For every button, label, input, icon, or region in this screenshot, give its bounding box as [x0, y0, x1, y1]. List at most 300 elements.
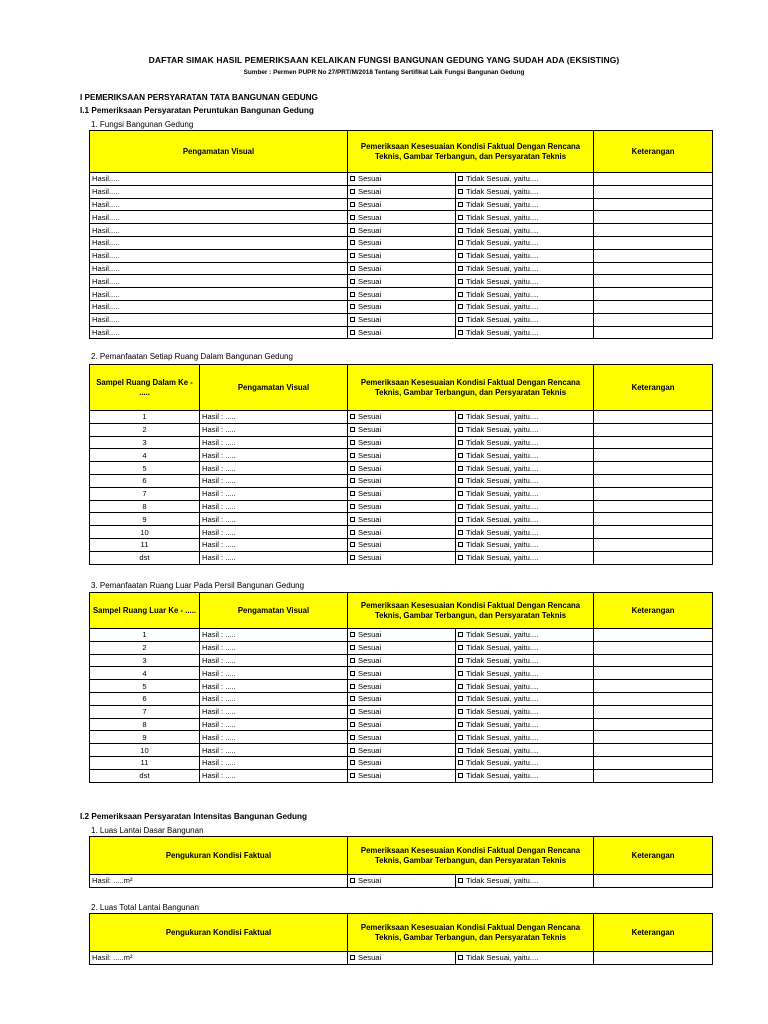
table-row: [90, 275, 713, 288]
table-header-row: [90, 914, 713, 952]
tidak-sesuai-option[interactable]: Tidak Sesuai, yaitu....: [456, 875, 594, 888]
table-header-row: [90, 131, 713, 173]
tidak-sesuai-option[interactable]: Tidak Sesuai, yaitu....: [456, 423, 594, 436]
table-row: [90, 731, 713, 744]
checkbox-icon[interactable]: [458, 453, 463, 458]
checkbox-icon[interactable]: [458, 292, 463, 297]
table1-heading: 1. Fungsi Bangunan Gedung: [91, 120, 194, 129]
keterangan-cell[interactable]: [594, 875, 713, 888]
table-row: [90, 718, 713, 731]
checkbox-icon[interactable]: [350, 645, 355, 650]
sample-number-cell: dst: [90, 551, 200, 564]
keterangan-cell[interactable]: [594, 198, 713, 211]
sesuai-option[interactable]: Sesuai: [348, 875, 456, 888]
header-pemeriksaan: Pemeriksaan Kesesuaian Kondisi Faktual Dengan Rencana Teknis, Gambar Terbangun, dan Persyaratan Teknis: [348, 914, 594, 952]
tidak-sesuai-option[interactable]: Tidak Sesuai, yaitu....: [456, 744, 594, 757]
checkbox-icon[interactable]: [350, 491, 355, 496]
hasil-cell: Hasil : .....: [200, 654, 348, 667]
checkbox-icon[interactable]: [350, 427, 355, 432]
sesuai-option[interactable]: Sesuai: [348, 224, 456, 237]
table-row: [90, 288, 713, 301]
tidak-sesuai-option[interactable]: Tidak Sesuai, yaitu....: [456, 173, 594, 186]
hasil-cell: Hasil.....: [90, 262, 348, 275]
checkbox-icon[interactable]: [458, 542, 463, 547]
hasil-cell: Hasil : .....: [200, 629, 348, 642]
sesuai-option[interactable]: Sesuai: [348, 474, 456, 487]
sesuai-option[interactable]: Sesuai: [348, 173, 456, 186]
keterangan-cell[interactable]: [594, 288, 713, 301]
keterangan-cell[interactable]: [594, 538, 713, 551]
hasil-cell: Hasil : .....: [200, 513, 348, 526]
checkbox-icon[interactable]: [458, 176, 463, 181]
table-row: [90, 211, 713, 224]
sesuai-option[interactable]: Sesuai: [348, 198, 456, 211]
hasil-cell: Hasil : .....: [200, 769, 348, 782]
checkbox-icon[interactable]: [458, 517, 463, 522]
keterangan-cell[interactable]: [594, 275, 713, 288]
checkbox-icon[interactable]: [350, 878, 355, 883]
table-row: [90, 487, 713, 500]
checkbox-icon[interactable]: [350, 414, 355, 419]
hasil-cell: Hasil : .....: [200, 487, 348, 500]
sesuai-option[interactable]: Sesuai: [348, 275, 456, 288]
checkbox-icon[interactable]: [350, 228, 355, 233]
keterangan-cell[interactable]: [594, 952, 713, 965]
table-row: [90, 249, 713, 262]
checkbox-icon[interactable]: [458, 658, 463, 663]
tidak-sesuai-option[interactable]: Tidak Sesuai, yaitu....: [456, 185, 594, 198]
header-pengukuran: Pengukuran Kondisi Faktual: [90, 837, 348, 875]
tidak-sesuai-option[interactable]: Tidak Sesuai, yaitu....: [456, 952, 594, 965]
table-row: [90, 411, 713, 424]
checkbox-icon[interactable]: [350, 517, 355, 522]
table-row: [90, 300, 713, 313]
tidak-sesuai-option[interactable]: Tidak Sesuai, yaitu....: [456, 680, 594, 693]
hasil-cell: Hasil.....: [90, 300, 348, 313]
tidak-sesuai-option[interactable]: Tidak Sesuai, yaitu....: [456, 692, 594, 705]
sesuai-option[interactable]: Sesuai: [348, 731, 456, 744]
keterangan-cell[interactable]: [594, 249, 713, 262]
keterangan-cell[interactable]: [594, 224, 713, 237]
table-row: [90, 185, 713, 198]
tidak-sesuai-option[interactable]: Tidak Sesuai, yaitu....: [456, 667, 594, 680]
checkbox-icon[interactable]: [458, 440, 463, 445]
header-pemeriksaan: Pemeriksaan Kesesuaian Kondisi Faktual Dengan Rencana Teknis, Gambar Terbangun, dan Persyaratan Teknis: [348, 365, 594, 411]
sample-number-cell: 3: [90, 436, 200, 449]
checkbox-icon[interactable]: [350, 684, 355, 689]
tidak-sesuai-option[interactable]: Tidak Sesuai, yaitu....: [456, 731, 594, 744]
keterangan-cell[interactable]: [594, 411, 713, 424]
keterangan-cell[interactable]: [594, 449, 713, 462]
hasil-cell: Hasil : .....: [200, 436, 348, 449]
table-row: [90, 462, 713, 475]
sesuai-option[interactable]: Sesuai: [348, 526, 456, 539]
sesuai-option[interactable]: Sesuai: [348, 551, 456, 564]
table-row: [90, 769, 713, 782]
keterangan-cell[interactable]: [594, 692, 713, 705]
tidak-sesuai-option[interactable]: Tidak Sesuai, yaitu....: [456, 249, 594, 262]
hasil-cell: Hasil: .....m²: [90, 952, 348, 965]
checkbox-icon[interactable]: [458, 632, 463, 637]
checkbox-icon[interactable]: [458, 202, 463, 207]
header-keterangan: Keterangan: [594, 131, 713, 173]
checkbox-icon[interactable]: [458, 253, 463, 258]
sample-number-cell: 5: [90, 680, 200, 693]
sesuai-option[interactable]: Sesuai: [348, 423, 456, 436]
tidak-sesuai-option[interactable]: Tidak Sesuai, yaitu....: [456, 718, 594, 731]
keterangan-cell[interactable]: [594, 629, 713, 642]
hasil-cell: Hasil : .....: [200, 500, 348, 513]
sesuai-option[interactable]: Sesuai: [348, 654, 456, 667]
sample-number-cell: 3: [90, 654, 200, 667]
checkbox-icon[interactable]: [458, 671, 463, 676]
sample-number-cell: 2: [90, 641, 200, 654]
tidak-sesuai-option[interactable]: Tidak Sesuai, yaitu....: [456, 300, 594, 313]
fungsi-bangunan-table: [89, 130, 713, 339]
checkbox-icon[interactable]: [458, 760, 463, 765]
table-row: [90, 326, 713, 339]
keterangan-cell[interactable]: [594, 731, 713, 744]
checkbox-icon[interactable]: [458, 478, 463, 483]
table-row: [90, 538, 713, 551]
hasil-cell: Hasil : .....: [200, 756, 348, 769]
header-sampel: Sampel Ruang Luar Ke - .....: [90, 593, 200, 629]
keterangan-cell[interactable]: [594, 551, 713, 564]
header-keterangan: Keterangan: [594, 593, 713, 629]
checkbox-icon[interactable]: [458, 491, 463, 496]
keterangan-cell[interactable]: [594, 487, 713, 500]
hasil-cell: Hasil: .....m²: [90, 875, 348, 888]
tidak-sesuai-option[interactable]: Tidak Sesuai, yaitu....: [456, 326, 594, 339]
sesuai-option[interactable]: Sesuai: [348, 462, 456, 475]
checkbox-icon[interactable]: [350, 735, 355, 740]
table-row: [90, 641, 713, 654]
sample-number-cell: 9: [90, 731, 200, 744]
table-row: [90, 313, 713, 326]
checkbox-icon[interactable]: [458, 317, 463, 322]
checkbox-icon[interactable]: [458, 696, 463, 701]
table-header-row: [90, 365, 713, 411]
tidak-sesuai-option[interactable]: Tidak Sesuai, yaitu....: [456, 411, 594, 424]
tidak-sesuai-option[interactable]: Tidak Sesuai, yaitu....: [456, 462, 594, 475]
table-row: [90, 474, 713, 487]
sesuai-option[interactable]: Sesuai: [348, 449, 456, 462]
checkbox-icon[interactable]: [458, 228, 463, 233]
sesuai-option[interactable]: Sesuai: [348, 538, 456, 551]
hasil-cell: Hasil.....: [90, 236, 348, 249]
checkbox-icon[interactable]: [350, 253, 355, 258]
sesuai-option[interactable]: Sesuai: [348, 326, 456, 339]
header-pengamatan: Pengamatan Visual: [200, 365, 348, 411]
checkbox-icon[interactable]: [350, 330, 355, 335]
sesuai-option[interactable]: Sesuai: [348, 411, 456, 424]
checkbox-icon[interactable]: [458, 684, 463, 689]
tidak-sesuai-option[interactable]: Tidak Sesuai, yaitu....: [456, 288, 594, 301]
checkbox-icon[interactable]: [458, 735, 463, 740]
checkbox-icon[interactable]: [350, 317, 355, 322]
checkbox-icon[interactable]: [350, 215, 355, 220]
tidak-sesuai-option[interactable]: Tidak Sesuai, yaitu....: [456, 705, 594, 718]
sesuai-option[interactable]: Sesuai: [348, 436, 456, 449]
keterangan-cell[interactable]: [594, 474, 713, 487]
checkbox-icon[interactable]: [458, 709, 463, 714]
sample-number-cell: dst: [90, 769, 200, 782]
section-i1-heading: I.1 Pemeriksaan Persyaratan Peruntukan Bangunan Gedung: [80, 106, 314, 115]
keterangan-cell[interactable]: [594, 262, 713, 275]
checkbox-icon[interactable]: [350, 440, 355, 445]
table-row: [90, 449, 713, 462]
checkbox-icon[interactable]: [350, 176, 355, 181]
sample-number-cell: 8: [90, 500, 200, 513]
hasil-cell: Hasil : .....: [200, 705, 348, 718]
tidak-sesuai-option[interactable]: Tidak Sesuai, yaitu....: [456, 224, 594, 237]
keterangan-cell[interactable]: [594, 667, 713, 680]
table-row: [90, 526, 713, 539]
checkbox-icon[interactable]: [350, 542, 355, 547]
checkbox-icon[interactable]: [458, 955, 463, 960]
sesuai-option[interactable]: Sesuai: [348, 629, 456, 642]
hasil-cell: Hasil.....: [90, 249, 348, 262]
checkbox-icon[interactable]: [350, 266, 355, 271]
table-row: [90, 513, 713, 526]
document-subtitle: Sumber : Permen PUPR No 27/PRT/M/2018 Tentang Sertifikat Laik Fungsi Bangunan Gedung: [243, 69, 525, 76]
sesuai-option[interactable]: Sesuai: [348, 718, 456, 731]
sample-number-cell: 11: [90, 756, 200, 769]
checkbox-icon[interactable]: [350, 466, 355, 471]
sesuai-option[interactable]: Sesuai: [348, 262, 456, 275]
checkbox-icon[interactable]: [350, 722, 355, 727]
keterangan-cell[interactable]: [594, 513, 713, 526]
keterangan-cell[interactable]: [594, 680, 713, 693]
tidak-sesuai-option[interactable]: Tidak Sesuai, yaitu....: [456, 236, 594, 249]
checkbox-icon[interactable]: [350, 504, 355, 509]
table5-heading: 2. Luas Total Lantai Bangunan: [91, 903, 199, 912]
header-pengukuran: Pengukuran Kondisi Faktual: [90, 914, 348, 952]
checkbox-icon[interactable]: [350, 696, 355, 701]
sample-number-cell: 11: [90, 538, 200, 551]
sesuai-option[interactable]: Sesuai: [348, 680, 456, 693]
table4-heading: 1. Luas Lantai Dasar Bangunan: [91, 826, 204, 835]
keterangan-cell[interactable]: [594, 756, 713, 769]
table-row: [90, 500, 713, 513]
checkbox-icon[interactable]: [458, 722, 463, 727]
checkbox-icon[interactable]: [350, 279, 355, 284]
keterangan-cell[interactable]: [594, 300, 713, 313]
keterangan-cell[interactable]: [594, 423, 713, 436]
section-i2-heading: I.2 Pemeriksaan Persyaratan Intensitas Bangunan Gedung: [80, 812, 308, 821]
checkbox-icon[interactable]: [458, 215, 463, 220]
header-keterangan: Keterangan: [594, 914, 713, 952]
keterangan-cell[interactable]: [594, 500, 713, 513]
sample-number-cell: 1: [90, 411, 200, 424]
keterangan-cell[interactable]: [594, 718, 713, 731]
sesuai-option[interactable]: Sesuai: [348, 744, 456, 757]
keterangan-cell[interactable]: [594, 436, 713, 449]
table-row: [90, 875, 713, 888]
table-row: [90, 667, 713, 680]
keterangan-cell[interactable]: [594, 236, 713, 249]
sesuai-option[interactable]: Sesuai: [348, 641, 456, 654]
checkbox-icon[interactable]: [350, 240, 355, 245]
checkbox-icon[interactable]: [458, 466, 463, 471]
sesuai-option[interactable]: Sesuai: [348, 667, 456, 680]
tidak-sesuai-option[interactable]: Tidak Sesuai, yaitu....: [456, 641, 594, 654]
table-header-row: [90, 593, 713, 629]
hasil-cell: Hasil.....: [90, 224, 348, 237]
checkbox-icon[interactable]: [458, 279, 463, 284]
keterangan-cell[interactable]: [594, 173, 713, 186]
hasil-cell: Hasil : .....: [200, 731, 348, 744]
sample-number-cell: 10: [90, 526, 200, 539]
tidak-sesuai-option[interactable]: Tidak Sesuai, yaitu....: [456, 551, 594, 564]
ruang-dalam-table: [89, 364, 713, 565]
keterangan-cell[interactable]: [594, 326, 713, 339]
sesuai-option[interactable]: Sesuai: [348, 300, 456, 313]
sesuai-option[interactable]: Sesuai: [348, 313, 456, 326]
table-row: [90, 551, 713, 564]
header-pemeriksaan: Pemeriksaan Kesesuaian Kondisi Faktual Dengan Rencana Teknis, Gambar Terbangun, dan Persyaratan Teknis: [348, 593, 594, 629]
table-row: [90, 436, 713, 449]
keterangan-cell[interactable]: [594, 313, 713, 326]
sample-number-cell: 8: [90, 718, 200, 731]
sample-number-cell: 4: [90, 667, 200, 680]
header-keterangan: Keterangan: [594, 837, 713, 875]
checkbox-icon[interactable]: [350, 202, 355, 207]
tidak-sesuai-option[interactable]: Tidak Sesuai, yaitu....: [456, 513, 594, 526]
sample-number-cell: 5: [90, 462, 200, 475]
tidak-sesuai-option[interactable]: Tidak Sesuai, yaitu....: [456, 474, 594, 487]
keterangan-cell[interactable]: [594, 462, 713, 475]
checkbox-icon[interactable]: [458, 530, 463, 535]
checkbox-icon[interactable]: [350, 955, 355, 960]
table-row: [90, 224, 713, 237]
checkbox-icon[interactable]: [458, 240, 463, 245]
tidak-sesuai-option[interactable]: Tidak Sesuai, yaitu....: [456, 436, 594, 449]
tidak-sesuai-option[interactable]: Tidak Sesuai, yaitu....: [456, 198, 594, 211]
tidak-sesuai-option[interactable]: Tidak Sesuai, yaitu....: [456, 275, 594, 288]
checkbox-icon[interactable]: [350, 760, 355, 765]
checkbox-icon[interactable]: [350, 304, 355, 309]
keterangan-cell[interactable]: [594, 641, 713, 654]
table3-heading: 3. Pemanfaatan Ruang Luar Pada Persil Bangunan Gedung: [91, 581, 305, 590]
checkbox-icon[interactable]: [458, 645, 463, 650]
sesuai-option[interactable]: Sesuai: [348, 756, 456, 769]
hasil-cell: Hasil : .....: [200, 538, 348, 551]
checkbox-icon[interactable]: [458, 414, 463, 419]
checkbox-icon[interactable]: [350, 530, 355, 535]
sesuai-option[interactable]: Sesuai: [348, 249, 456, 262]
hasil-cell: Hasil : .....: [200, 449, 348, 462]
sesuai-option[interactable]: Sesuai: [348, 211, 456, 224]
table-row: [90, 173, 713, 186]
checkbox-icon[interactable]: [350, 748, 355, 753]
checkbox-icon[interactable]: [458, 304, 463, 309]
tidak-sesuai-option[interactable]: Tidak Sesuai, yaitu....: [456, 654, 594, 667]
table-row: [90, 423, 713, 436]
keterangan-cell[interactable]: [594, 769, 713, 782]
tidak-sesuai-option[interactable]: Tidak Sesuai, yaitu....: [456, 769, 594, 782]
tidak-sesuai-option[interactable]: Tidak Sesuai, yaitu....: [456, 538, 594, 551]
checkbox-icon[interactable]: [350, 189, 355, 194]
ruang-luar-table: [89, 592, 713, 783]
tidak-sesuai-option[interactable]: Tidak Sesuai, yaitu....: [456, 487, 594, 500]
table-row: [90, 629, 713, 642]
sesuai-option[interactable]: Sesuai: [348, 500, 456, 513]
header-sampel: Sampel Ruang Dalam Ke - .....: [90, 365, 200, 411]
section-i-heading: I PEMERIKSAAN PERSYARATAN TATA BANGUNAN GEDUNG: [80, 93, 318, 102]
sesuai-option[interactable]: Sesuai: [348, 705, 456, 718]
table-row: [90, 952, 713, 965]
hasil-cell: Hasil.....: [90, 275, 348, 288]
tidak-sesuai-option[interactable]: Tidak Sesuai, yaitu....: [456, 313, 594, 326]
keterangan-cell[interactable]: [594, 705, 713, 718]
checkbox-icon[interactable]: [350, 555, 355, 560]
checkbox-icon[interactable]: [458, 504, 463, 509]
tidak-sesuai-option[interactable]: Tidak Sesuai, yaitu....: [456, 756, 594, 769]
sample-number-cell: 6: [90, 474, 200, 487]
checkbox-icon[interactable]: [350, 658, 355, 663]
table-row: [90, 692, 713, 705]
checkbox-icon[interactable]: [350, 671, 355, 676]
keterangan-cell[interactable]: [594, 654, 713, 667]
checkbox-icon[interactable]: [350, 632, 355, 637]
tidak-sesuai-option[interactable]: Tidak Sesuai, yaitu....: [456, 500, 594, 513]
hasil-cell: Hasil : .....: [200, 411, 348, 424]
sesuai-option[interactable]: Sesuai: [348, 692, 456, 705]
checkbox-icon[interactable]: [458, 427, 463, 432]
tidak-sesuai-option[interactable]: Tidak Sesuai, yaitu....: [456, 629, 594, 642]
checkbox-icon[interactable]: [350, 478, 355, 483]
sesuai-option[interactable]: Sesuai: [348, 288, 456, 301]
checkbox-icon[interactable]: [458, 189, 463, 194]
hasil-cell: Hasil.....: [90, 313, 348, 326]
checkbox-icon[interactable]: [458, 878, 463, 883]
hasil-cell: Hasil : .....: [200, 462, 348, 475]
checkbox-icon[interactable]: [350, 292, 355, 297]
header-keterangan: Keterangan: [594, 365, 713, 411]
checkbox-icon[interactable]: [458, 773, 463, 778]
checkbox-icon[interactable]: [350, 773, 355, 778]
checkbox-icon[interactable]: [458, 266, 463, 271]
tidak-sesuai-option[interactable]: Tidak Sesuai, yaitu....: [456, 211, 594, 224]
sample-number-cell: 7: [90, 487, 200, 500]
checkbox-icon[interactable]: [458, 555, 463, 560]
checkbox-icon[interactable]: [350, 709, 355, 714]
sesuai-option[interactable]: Sesuai: [348, 185, 456, 198]
hasil-cell: Hasil : .....: [200, 641, 348, 654]
sesuai-option[interactable]: Sesuai: [348, 769, 456, 782]
keterangan-cell[interactable]: [594, 211, 713, 224]
checkbox-icon[interactable]: [458, 330, 463, 335]
keterangan-cell[interactable]: [594, 526, 713, 539]
luas-lantai-dasar-table: [89, 836, 713, 888]
tidak-sesuai-option[interactable]: Tidak Sesuai, yaitu....: [456, 449, 594, 462]
checkbox-icon[interactable]: [458, 748, 463, 753]
checkbox-icon[interactable]: [350, 453, 355, 458]
header-pengamatan: Pengamatan Visual: [200, 593, 348, 629]
tidak-sesuai-option[interactable]: Tidak Sesuai, yaitu....: [456, 262, 594, 275]
table-row: [90, 198, 713, 211]
sesuai-option[interactable]: Sesuai: [348, 236, 456, 249]
sesuai-option[interactable]: Sesuai: [348, 487, 456, 500]
tidak-sesuai-option[interactable]: Tidak Sesuai, yaitu....: [456, 526, 594, 539]
sesuai-option[interactable]: Sesuai: [348, 952, 456, 965]
keterangan-cell[interactable]: [594, 744, 713, 757]
luas-total-lantai-table: [89, 913, 713, 965]
sesuai-option[interactable]: Sesuai: [348, 513, 456, 526]
keterangan-cell[interactable]: [594, 185, 713, 198]
header-pemeriksaan: Pemeriksaan Kesesuaian Kondisi Faktual Dengan Rencana Teknis, Gambar Terbangun, dan Persyaratan Teknis: [348, 131, 594, 173]
